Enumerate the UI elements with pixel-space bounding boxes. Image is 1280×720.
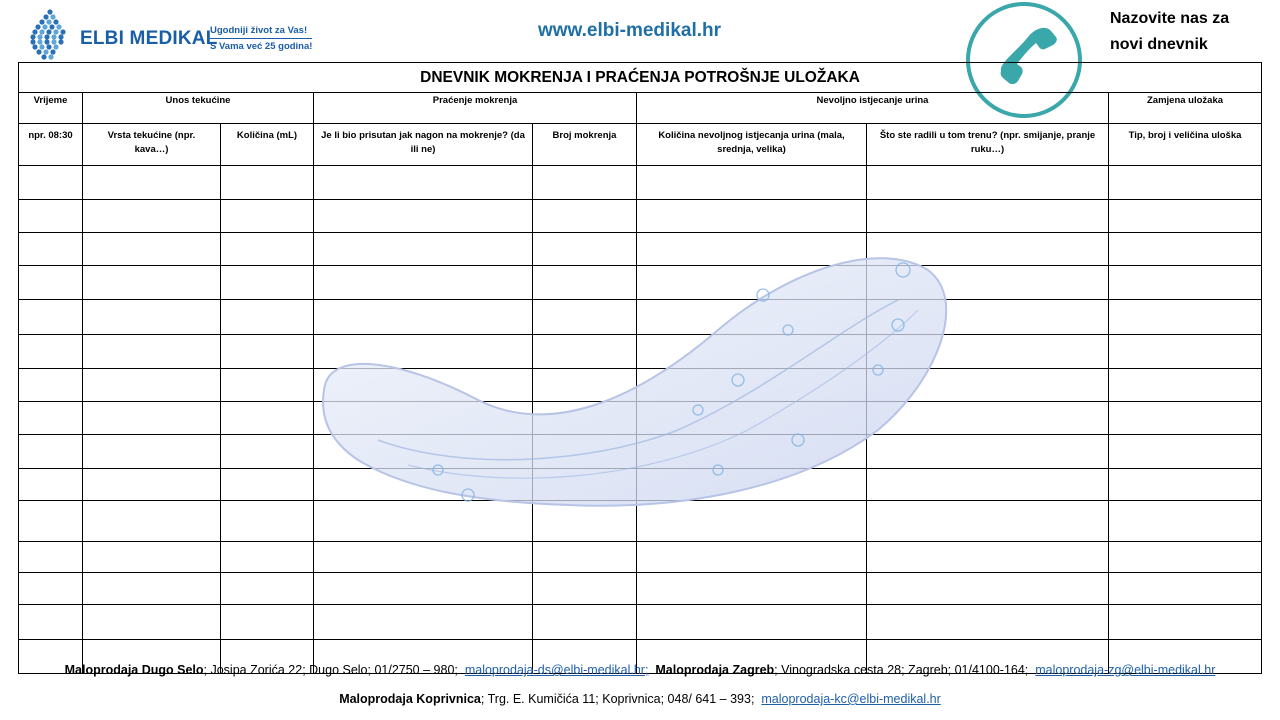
entry-cell[interactable] bbox=[867, 335, 1109, 369]
entry-cell[interactable] bbox=[533, 166, 637, 200]
store-dugo-selo-label: Maloprodaja Dugo Selo bbox=[64, 663, 204, 677]
entry-cell[interactable] bbox=[314, 369, 533, 402]
entry-cell[interactable] bbox=[19, 233, 83, 266]
entry-cell[interactable] bbox=[637, 300, 867, 335]
entry-cell[interactable] bbox=[533, 233, 637, 266]
entry-cell[interactable] bbox=[867, 402, 1109, 435]
entry-cell[interactable] bbox=[83, 266, 221, 300]
entry-cell[interactable] bbox=[867, 233, 1109, 266]
entry-cell[interactable] bbox=[83, 300, 221, 335]
entry-cell[interactable] bbox=[1109, 233, 1262, 266]
entry-cell[interactable] bbox=[1109, 501, 1262, 542]
entry-cell[interactable] bbox=[533, 369, 637, 402]
column-header-pad-info: Tip, broj i veličina uloška bbox=[1109, 124, 1262, 166]
entry-cell[interactable] bbox=[221, 200, 314, 233]
entry-cell[interactable] bbox=[637, 369, 867, 402]
diary-table bbox=[18, 62, 1262, 674]
entry-cell[interactable] bbox=[867, 469, 1109, 501]
diary-entry-row bbox=[19, 335, 1262, 369]
entry-cell[interactable] bbox=[1109, 605, 1262, 640]
entry-cell[interactable] bbox=[314, 266, 533, 300]
column-header-time: npr. 08:30 bbox=[19, 124, 83, 166]
entry-cell[interactable] bbox=[1109, 402, 1262, 435]
diary-entry-row bbox=[19, 233, 1262, 266]
entry-cell[interactable] bbox=[637, 233, 867, 266]
website-url[interactable]: www.elbi-medikal.hr bbox=[538, 20, 722, 41]
diary-entry-row bbox=[19, 300, 1262, 335]
entry-cell[interactable] bbox=[867, 542, 1109, 573]
store-zagreb-email[interactable]: maloprodaja-zg@elbi-medikal.hr bbox=[1035, 663, 1216, 677]
entry-cell[interactable] bbox=[637, 166, 867, 200]
diary-entry-row bbox=[19, 402, 1262, 435]
diary-entry-row bbox=[19, 369, 1262, 402]
slogan-line-1: Ugodniji život za Vas! bbox=[210, 23, 312, 39]
entry-cell[interactable] bbox=[314, 435, 533, 469]
entry-cell[interactable] bbox=[314, 300, 533, 335]
column-header-urination-count: Broj mokrenja bbox=[533, 124, 637, 166]
entry-cell[interactable] bbox=[637, 435, 867, 469]
group-header-urination: Praćenje mokrenja bbox=[314, 93, 637, 124]
entry-cell[interactable] bbox=[867, 501, 1109, 542]
entry-cell[interactable] bbox=[867, 266, 1109, 300]
entry-cell[interactable] bbox=[19, 335, 83, 369]
entry-cell[interactable] bbox=[533, 573, 637, 605]
entry-cell[interactable] bbox=[83, 573, 221, 605]
entry-cell[interactable] bbox=[533, 542, 637, 573]
store-koprivnica-label: Maloprodaja Koprivnica bbox=[339, 692, 481, 706]
entry-cell[interactable] bbox=[19, 573, 83, 605]
entry-cell[interactable] bbox=[83, 501, 221, 542]
entry-cell[interactable] bbox=[221, 605, 314, 640]
entry-cell[interactable] bbox=[19, 200, 83, 233]
entry-cell[interactable] bbox=[637, 335, 867, 369]
entry-cell[interactable] bbox=[83, 605, 221, 640]
entry-cell[interactable] bbox=[19, 300, 83, 335]
entry-cell[interactable] bbox=[637, 542, 867, 573]
column-header-leakage-amount: Količina nevoljnog istjecanja urina (mala, srednja, velika) bbox=[637, 124, 867, 166]
entry-cell[interactable] bbox=[1109, 200, 1262, 233]
entry-cell[interactable] bbox=[314, 402, 533, 435]
entry-cell[interactable] bbox=[867, 369, 1109, 402]
entry-cell[interactable] bbox=[221, 266, 314, 300]
entry-cell[interactable] bbox=[83, 435, 221, 469]
entry-cell[interactable] bbox=[1109, 166, 1262, 200]
column-header-urge: Je li bio prisutan jak nagon na mokrenje? (da ili ne) bbox=[314, 124, 533, 166]
entry-cell[interactable] bbox=[637, 402, 867, 435]
entry-cell[interactable] bbox=[221, 166, 314, 200]
entry-cell[interactable] bbox=[83, 402, 221, 435]
entry-cell[interactable] bbox=[867, 166, 1109, 200]
entry-cell[interactable] bbox=[221, 573, 314, 605]
entry-cell[interactable] bbox=[533, 435, 637, 469]
footer-line-2 bbox=[0, 692, 1280, 706]
entry-cell[interactable] bbox=[1109, 435, 1262, 469]
entry-cell[interactable] bbox=[221, 300, 314, 335]
brand-name: ELBI MEDIKAL bbox=[80, 28, 218, 49]
entry-cell[interactable] bbox=[83, 200, 221, 233]
entry-cell[interactable] bbox=[83, 369, 221, 402]
entry-cell[interactable] bbox=[83, 166, 221, 200]
entry-cell[interactable] bbox=[1109, 469, 1262, 501]
entry-cell[interactable] bbox=[533, 501, 637, 542]
group-header-time: Vrijeme bbox=[19, 93, 83, 124]
diary-entry-row bbox=[19, 435, 1262, 469]
entry-cell[interactable] bbox=[1109, 573, 1262, 605]
entry-cell[interactable] bbox=[637, 469, 867, 501]
callout-line-1: Nazovite nas za bbox=[1110, 10, 1230, 27]
entry-cell[interactable] bbox=[867, 573, 1109, 605]
diary-entry-row bbox=[19, 266, 1262, 300]
entry-cell[interactable] bbox=[221, 469, 314, 501]
entry-cell[interactable] bbox=[637, 573, 867, 605]
entry-cell[interactable] bbox=[314, 573, 533, 605]
slogan-line-2: S Vama već 25 godina! bbox=[210, 41, 313, 52]
entry-cell[interactable] bbox=[1109, 335, 1262, 369]
entry-cell[interactable] bbox=[19, 501, 83, 542]
diary-title: DNEVNIK MOKRENJA I PRAĆENJA POTROŠNJE ULOŽAKA bbox=[19, 63, 1262, 93]
diary-entry-row bbox=[19, 200, 1262, 233]
entry-cell[interactable] bbox=[19, 542, 83, 573]
diary-entry-row bbox=[19, 501, 1262, 542]
diary-entry-row bbox=[19, 573, 1262, 605]
entry-cell[interactable] bbox=[221, 542, 314, 573]
entry-cell[interactable] bbox=[867, 200, 1109, 233]
callout-line-2: novi dnevnik bbox=[1110, 36, 1208, 53]
store-zagreb-label: Maloprodaja Zagreb bbox=[655, 663, 775, 677]
entry-cell[interactable] bbox=[314, 335, 533, 369]
entry-cell[interactable] bbox=[221, 501, 314, 542]
entry-cell[interactable] bbox=[19, 166, 83, 200]
brand-slogan bbox=[210, 23, 312, 54]
entry-cell[interactable] bbox=[637, 605, 867, 640]
entry-cell[interactable] bbox=[533, 469, 637, 501]
diary-entry-row bbox=[19, 605, 1262, 640]
entry-cell[interactable] bbox=[637, 266, 867, 300]
group-header-pad-change: Zamjena uložaka bbox=[1109, 93, 1262, 124]
entry-cell[interactable] bbox=[221, 402, 314, 435]
drop-logo-icon bbox=[28, 8, 72, 62]
entry-cell[interactable] bbox=[19, 605, 83, 640]
entry-cell[interactable] bbox=[533, 605, 637, 640]
entry-cell[interactable] bbox=[314, 605, 533, 640]
entry-cell[interactable] bbox=[19, 402, 83, 435]
entry-cell[interactable] bbox=[221, 335, 314, 369]
entry-cell[interactable] bbox=[19, 369, 83, 402]
entry-cell[interactable] bbox=[867, 605, 1109, 640]
entry-cell[interactable] bbox=[533, 200, 637, 233]
entry-cell[interactable] bbox=[221, 435, 314, 469]
entry-cell[interactable] bbox=[533, 300, 637, 335]
diary-entry-row bbox=[19, 542, 1262, 573]
entry-cell[interactable] bbox=[314, 542, 533, 573]
store-dugo-selo-email[interactable]: maloprodaja-ds@elbi-medikal.hr; bbox=[464, 663, 649, 677]
entry-cell[interactable] bbox=[533, 266, 637, 300]
entry-cell[interactable] bbox=[314, 166, 533, 200]
entry-cell[interactable] bbox=[637, 200, 867, 233]
diary-entry-rows bbox=[19, 166, 1262, 674]
store-zagreb-details: ; Vinogradska cesta 28; Zagreb; 01/4100-164; bbox=[774, 663, 1029, 677]
entry-cell[interactable] bbox=[1109, 266, 1262, 300]
entry-cell[interactable] bbox=[83, 542, 221, 573]
entry-cell[interactable] bbox=[867, 435, 1109, 469]
entry-cell[interactable] bbox=[221, 233, 314, 266]
entry-cell[interactable] bbox=[314, 233, 533, 266]
column-header-amount: Količina (mL) bbox=[221, 124, 314, 166]
entry-cell[interactable] bbox=[314, 501, 533, 542]
diary-entry-row bbox=[19, 469, 1262, 501]
entry-cell[interactable] bbox=[19, 266, 83, 300]
callout-text bbox=[1110, 6, 1260, 58]
entry-cell[interactable] bbox=[19, 469, 83, 501]
entry-cell[interactable] bbox=[1109, 369, 1262, 402]
entry-cell[interactable] bbox=[533, 402, 637, 435]
group-header-fluid-intake: Unos tekućine bbox=[83, 93, 314, 124]
store-dugo-selo-details: ; Josipa Zorića 22; Dugo Selo; 01/2750 – 980; bbox=[203, 663, 458, 677]
column-header-activity: Što ste radili u tom trenu? (npr. smijanje, pranje ruku…) bbox=[867, 124, 1109, 166]
group-header-leakage: Nevoljno istjecanje urina bbox=[637, 93, 1109, 124]
column-header-fluid-type: Vrsta tekućine (npr. kava…) bbox=[83, 124, 221, 166]
entry-cell[interactable] bbox=[19, 435, 83, 469]
diary-entry-row bbox=[19, 166, 1262, 200]
entry-cell[interactable] bbox=[314, 469, 533, 501]
store-koprivnica-email[interactable]: maloprodaja-kc@elbi-medikal.hr bbox=[761, 692, 941, 706]
store-koprivnica-details: ; Trg. E. Kumičića 11; Koprivnica; 048/ 641 – 393; bbox=[480, 692, 755, 706]
entry-cell[interactable] bbox=[1109, 300, 1262, 335]
elbi-medikal-logo bbox=[28, 8, 318, 62]
footer-line-1 bbox=[0, 663, 1280, 677]
entry-cell[interactable] bbox=[83, 233, 221, 266]
entry-cell[interactable] bbox=[637, 501, 867, 542]
entry-cell[interactable] bbox=[867, 300, 1109, 335]
entry-cell[interactable] bbox=[1109, 542, 1262, 573]
entry-cell[interactable] bbox=[221, 369, 314, 402]
entry-cell[interactable] bbox=[83, 469, 221, 501]
entry-cell[interactable] bbox=[83, 335, 221, 369]
entry-cell[interactable] bbox=[533, 335, 637, 369]
entry-cell[interactable] bbox=[314, 200, 533, 233]
